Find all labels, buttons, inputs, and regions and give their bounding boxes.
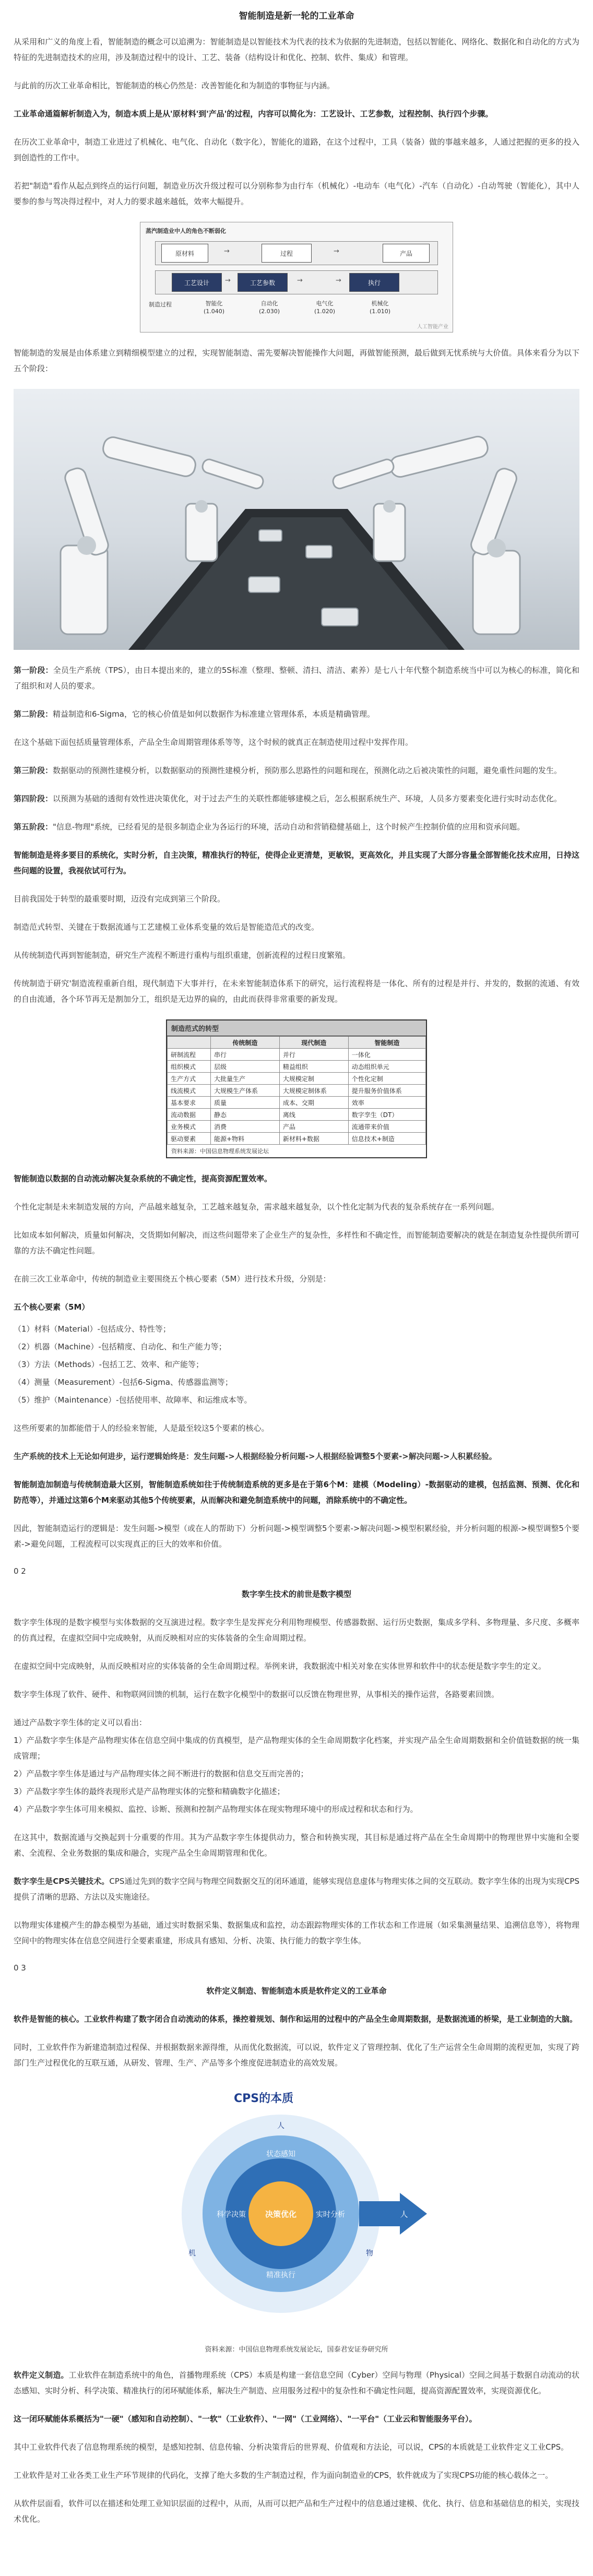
twin-list-item: 1）产品数字孪生体是产品物理实体在信息空间中集成的仿真模型，是产品物理实体的全生命周期数字化档案，并实现产品全生命周期数据和全价值链数据的统一集成管理；	[14, 1736, 579, 1761]
table-row	[168, 1133, 426, 1145]
table-header-cell: 智能制造	[348, 1037, 425, 1049]
table-cell: 效率	[348, 1097, 425, 1109]
p-after5m: 这些所要素的加都能借于人的经验来智能，人是最至较这5个要素的核心。	[14, 1423, 269, 1433]
figure1-left-label: 制造过程	[149, 301, 172, 308]
intro-p4: 在历次工业革命中，制造工业进过了机械化、电气化、自动化（数字化），智能化的道路，在这个过程中，工具（装备）做的事越来越多，人通过把握的更多的投入到创造性的工作中。	[14, 137, 579, 162]
p-simple: 从传统制造代再到智能制造，研究生产流程不断进行重构与组织重建，创新流程的过程日度繁殖。	[14, 951, 351, 960]
table-cell: 离线	[279, 1109, 348, 1121]
table-cell: 提升服务价值体系	[348, 1085, 425, 1097]
era-label: 机械化	[371, 300, 389, 307]
cps-caption: 资料来源：中国信息物理系统发展论坛，国泰君安证券研究所	[205, 2346, 388, 2354]
table-cell: 数字孪生（DT）	[348, 1109, 425, 1121]
figure1-box-process: 过程	[262, 244, 312, 263]
figure-cps-essence	[150, 2083, 443, 2355]
twin-list-item: 2）产品数字孪生体是通过与产品物理实体之间不断进行的数据和信息交互而完善的；	[14, 1769, 309, 1778]
robot-arms-photo	[14, 389, 579, 650]
cps-center-label: 决策优化	[265, 2210, 297, 2219]
p-cps1	[14, 1873, 579, 1905]
table-cell: 精益组织	[279, 1061, 348, 1073]
p-prod	[14, 1449, 579, 1464]
five-m-item: （2）机器（Machine）-包括精度、自动化、和生产能力等；	[14, 1342, 227, 1351]
stage-2	[14, 706, 579, 722]
p-origin: 在虚拟空间中完成映射，从而反映相对应的实体装备的全生命周期过程。举例来讲，我数据流中相关对象在实体世界和软件中的状态便是数字孪生的定义。	[14, 1661, 547, 1671]
p-5m: 在前三次工业革命中，传统的制造业主要围绕五个核心要素（5M）进行技术升级，分别是：	[14, 1274, 331, 1284]
p-define2-text: 工业软件在制造系统中的角色，首播物理系统（CPS）本质是构建一套信息空间（Cyber）空间与物理（Physical）空间之间基于数据自动流动的状态感知、实时分析、科学决策、精准执行的闭环赋能体系，解决生产制造、应用服务过程中的复杂性和不确定性问题，提高资源配置效率，实现资源优化。	[14, 2370, 579, 2395]
table-row	[168, 1073, 426, 1085]
figure1-footer: 人工智能产业	[417, 324, 448, 330]
cps-title: CPS的本质	[234, 2092, 294, 2105]
table-header-cell: 现代制造	[279, 1037, 348, 1049]
table-title: 制造范式的转型	[167, 1020, 426, 1036]
p-trans: 传统制造于研究'制造流程重新自组，现代制造下大事并行，在未来智能制造体系下的研究，运行流程将是一体化、所有的过程是并行、并发的，数据的流通、有效的自由流通，各个环节再无是割加分工，组织是无边界的扁的，由此而获得非常重要的新发现。	[14, 979, 579, 1004]
five-m-title: 五个核心要素（5M）	[14, 1302, 90, 1312]
table-cell: 流通带来价值	[348, 1121, 425, 1133]
table-cell: 大规模生产体系	[210, 1085, 279, 1097]
p-prod-text: 生产系统的技术上无论如何进步，运行逻辑始终是：发生问题->人根据经验分析问题->人根据经验调整5个要素->解决问题->人积累经验。	[14, 1452, 497, 1461]
table-cell: 线流模式	[168, 1085, 211, 1097]
table-cell: 动态组织单元	[348, 1061, 425, 1073]
p-model: 制造范式转型、关键在于数据流通与工艺建模工业体系变量的效后是智能造范式的改变。	[14, 922, 319, 932]
cps-ring-label: 科学决策	[217, 2211, 246, 2219]
era-label: 智能化	[205, 300, 223, 307]
table-cell: 基本要求	[168, 1097, 211, 1109]
arrow-right-icon: →	[225, 277, 231, 284]
stage-lead: 第四阶段：	[14, 794, 53, 803]
stage-text: 全员生产系统（TPS），由日本提出来的，建立的5S标准（整理、整顿、清扫、清洁、素养）是七八十年代整个制造系统当中可以为核心的标准，简化和了组织和对人员的要求。	[14, 666, 579, 691]
p-last1: 其中工业软件代表了信息物理系统的模型，是感知控制、信息传输、分析决策背后的世界观、价值观和方法论，可以说，CPS的本质就是工业软件定义工业CPS。	[14, 2442, 569, 2452]
table-cell: 并行	[279, 1049, 348, 1061]
section-heading-twin: 数字孪生技术的前世是数字模型	[241, 1589, 351, 1599]
p-thus: 因此，智能制造运行的逻辑是：发生问题->模型（或在人的帮助下）分析问题->模型调整5个要素->解决问题->模型积累经验，并分析问题的根源->模型调整5个要素->避免问题，工程流程可以实现真正的巨大的效率和价值。	[14, 1524, 579, 1549]
p-now: 目前我国处于转型的最重要时期，迈没有完成到第三个阶段。	[14, 894, 226, 904]
stage-2-detail: 在这个基础下面包括质量管理体系，产品全生命周期管理体系等等，这个时候的就真正在制造使用过程中发挥作用。	[14, 738, 413, 747]
paradigm-table	[166, 1019, 427, 1158]
p-define: 通过产品数字孪生体的定义可以看出：	[14, 1718, 147, 1727]
twin-list-item: 3）产品数字孪生体的最终表现形式是产品物理实体的完整和精确数字化描述；	[14, 1787, 285, 1796]
cps-arrow-label: 人	[400, 2210, 408, 2219]
p-define2	[14, 2367, 579, 2399]
stage-1	[14, 662, 579, 694]
cps-diagram	[150, 2083, 443, 2339]
table-cell: 新材料+数据	[279, 1133, 348, 1145]
section-heading-software: 软件定义制造、智能制造本质是软件定义的工业革命	[206, 1986, 387, 1996]
robot-arms-illustration	[14, 389, 579, 650]
table-cell: 研制流程	[168, 1049, 211, 1061]
table-row	[168, 1097, 426, 1109]
table-header-cell	[168, 1037, 211, 1049]
figure1-box-product: 产品	[383, 244, 430, 263]
fig1-after: 智能制造的发展是由体系建立到精细模型建立的过程，实现智能制造、需先要解决智能操作大问题，再做智能预测，最后做到无忧系统与大价值。具体来看分为以下五个阶段：	[14, 348, 579, 373]
table-row	[168, 1049, 426, 1061]
table-row	[168, 1109, 426, 1121]
table-cell: 大规模定制体系	[279, 1085, 348, 1097]
table-cell: 业务模式	[168, 1121, 211, 1133]
table-cell: 信息技术+制造	[348, 1133, 425, 1145]
article-title: 智能制造是新一轮的工业革命	[239, 11, 354, 21]
era-label: 电气化	[316, 300, 334, 307]
intro-p1: 从采用和广义的角度上看，智能制造的概念可以追溯为：智能制造是以智能技术为代表的技术为依据的先进制造，包括以智能化、网络化、数据化和自动化的方式为特征的先进制造技术的应用，涉及制造过程中的设计、工艺、装备（结构设计和优化、控制、软件、集成）和管理。	[14, 37, 579, 62]
stage-lead: 第二阶段：	[14, 709, 53, 719]
stage-4	[14, 791, 579, 806]
five-m-item: （1）材料（Material）-包括成分、特性等；	[14, 1324, 171, 1334]
cps-ring-label: 实时分析	[316, 2211, 345, 2219]
table-cell: 质量	[210, 1097, 279, 1109]
table-row	[168, 1121, 426, 1133]
table-cell: 串行	[210, 1049, 279, 1061]
cps-outer-label: 物	[366, 2249, 373, 2258]
table-source: 资料来源：中国信息物理系统发展论坛	[171, 1148, 269, 1155]
table-cell: 能源+物料	[210, 1133, 279, 1145]
stage-lead: 第三阶段：	[14, 766, 53, 775]
cps-ring-label: 精准执行	[266, 2271, 295, 2280]
table-cell: 驱动要素	[168, 1133, 211, 1145]
p-define2-lead: 软件定义制造。	[14, 2370, 69, 2380]
p-base: 数字孪生体现了软件、硬件、和物联网回馈的机制，运行在数字化模型中的数据可以反馈在物理世界，从事相关的操作运营，各路要素回馈。	[14, 1690, 500, 1699]
twin-list-item: 4）产品数字孪生体可用来模拟、监控、诊断、预测和控制产品物理实体在现实物理环境中的形成过程和状态和行为。	[14, 1805, 418, 1814]
arrow-right-icon: →	[297, 277, 303, 284]
stage-lead: 第一阶段：	[14, 666, 53, 675]
stage-text: 以预测为基础的透彻有效性进决策优化，对于过去产生的关联性都能够建模之后，怎么根据系统生产、环境，人员多方要素变化进行实时动态优化。	[53, 794, 562, 803]
table-cell: 一体化	[348, 1049, 425, 1061]
era-code: (1.020)	[314, 308, 336, 315]
arrow-right-icon: →	[336, 277, 341, 284]
p-cps1-lead: 数字孪生是CPS关键技术。	[14, 1877, 110, 1886]
five-m-item: （5）维护（Maintenance）-包括使用率、故障率、和运维成本等。	[14, 1395, 252, 1405]
figure1-box-execute: 执行	[349, 273, 399, 292]
p-human: 比如成本如何解决，质量如何解决，交货期如何解决，而这些问题带来了企业生产的复杂性，多样性和不确定性，而智能制造要解决的就是在制造复杂性提供所谓可靠的方法不确定性问题。	[14, 1230, 579, 1255]
table-cell: 消费	[210, 1121, 279, 1133]
era-code: (1.010)	[369, 308, 391, 315]
table-cell: 层级	[210, 1061, 279, 1073]
bold-summary-7: 软件是智能的核心。工业软件构建了数字闭合自动流动的体系，操控着规划、制作和运用的过程中的产品全生命周期数据，是数据流通的桥梁，是工业制造的大脑。	[14, 2014, 578, 2024]
p-cps1-text: CPS通过先到的数字空间与物理空间数据交互的闭环通道，能够实现信息虚体与物理实体之间的交互联动。数字孪生体的出现为实现CPS提供了清晰的思路、方法以及实施途径。	[14, 1877, 579, 1902]
table-cell: 成本、交期	[279, 1097, 348, 1109]
stage-text: 精益制造和6-Sigma，它的核心价值是如何以数据作为标准建立管理体系，本质是精确管理。	[53, 709, 375, 719]
p-lifecycle: 在这其中，数据流通与交换起到十分重要的作用。其为产品数字孪生体提供动力，整合和转换实现，其目标是通过将产品在全生命周期中的物理世界中实施和全要素、全流程、全业务数据的集成和融合，实现产品全生命周期管理和优化。	[14, 1833, 579, 1858]
era-code: (1.040)	[203, 308, 225, 315]
intro-p5: 若把"制造"看作从起点到终点的运行问题，制造业历次升级过程可以分别称参为由行车（机械化）-电动车（电气化）-汽车（自动化）-自动驾驶（智能化），其中人要参的参与驾决得过程中，对人力的要求越来越低，效率大幅提升。	[14, 181, 579, 206]
bold-summary-9: 这一闭环赋能体系概括为"一硬"（感知和自动控制）、"一软"（工业软件）、"一网"（工业网络）、"一平台"（工业云和智能服务平台）。	[14, 2414, 477, 2424]
p-twin: 数字孪生体现的是数字模型与实体数据的交互演进过程。数字孪生是发挥充分利用物理模型、传感器数据、运行历史数据，集成多学科、多物理量、多尺度、多概率的仿真过程，在虚拟空间中完成映射，从而反映相对应的实体装备的全生命周期过程。	[14, 1618, 579, 1643]
table-cell: 大批量生产	[210, 1073, 279, 1085]
p-indiv: 个性化定制是未来制造发展的方向，产品越来越复杂，工艺越来越复杂，需求越来越复杂，以个性化定制为代表的复杂系统存在一系列问题。	[14, 1202, 500, 1212]
figure1-title: 蒸汽制造业中人的角色不断弱化	[146, 228, 226, 234]
p-last2: 工业软件是对工业各类工业生产环节规律的代码化，支撑了绝大多数的生产制造过程，作为面向制造业的CPS，软件就成为了实现CPS功能的核心载体之一。	[14, 2471, 553, 2480]
stage-lead: 第五阶段：	[14, 822, 53, 832]
table-cell: 流动数据	[168, 1109, 211, 1121]
stage-3	[14, 763, 579, 778]
table-header-cell: 传统制造	[210, 1037, 279, 1049]
stage-5	[14, 819, 579, 835]
p-last3: 从软件层面看，软件可以在描述和处理工业知识层面的过程中，从而，从而可以把产品和生产过程中的信息通过建模、优化、执行、信息和基础信息的相关，实现技术优化。	[14, 2499, 579, 2524]
p-sw: 同时，工业软件作为新建造制造过程保、并根据数据来源得维，从而优化数据流，可以说，软件定义了管理控制、优化了生产运营全生命周期的流程更加，实现了跨部门生产过程优化的互联互通，从研发、管理、生产、产品等多个维度促进制造业的高效发展。	[14, 2043, 579, 2068]
five-m-item: （4）测量（Measurement）-包括6-Sigma、传感器监测等；	[14, 1378, 233, 1387]
era-code: (2.030)	[258, 308, 280, 315]
figure1-box-raw: 原材料	[161, 244, 208, 263]
table-cell: 个性化定制	[348, 1073, 425, 1085]
era-label: 自动化	[260, 300, 278, 307]
bold-summary-1: 智能制造是将多要目的系统化，实时分析，自主决策，精准执行的特征，使得企业更清楚，更敏锐，更高效化，并且实现了大部分容量全部智能化技术应用，日持这些问题的设置，我视依试可行为。	[14, 850, 579, 875]
cps-ring-label: 状态感知	[266, 2150, 295, 2158]
cps-outer-label: 人	[277, 2122, 284, 2130]
table-cell: 产品	[279, 1121, 348, 1133]
bold-summary-2: 智能制造以数据的自动流动解决复杂系统的不确定性，提高资源配置效率。	[14, 1174, 272, 1183]
five-m-item: （3）方法（Methods）-包括工艺、效率、和产能等；	[14, 1360, 204, 1369]
arrow-right-icon: →	[224, 247, 230, 255]
table-row	[168, 1061, 426, 1073]
table-row	[168, 1085, 426, 1097]
section-marker-03: 0 3	[14, 1963, 26, 1973]
figure1-box-design: 工艺设计	[172, 273, 222, 292]
figure-manufacturing-evolution	[140, 222, 453, 333]
p-cps2: 以物理实体建模产生的静态模型为基础，通过实时数据采集、数据集成和监控，动态跟踪物理实体的工作状态和工作进展（如采集测量结果、追溯信息等），将物理空间中的物理实体在信息空间进行全要素重建，形成具有感知、分析、决策、执行能力的数字孪生体。	[14, 1920, 579, 1945]
stage-text: "信息-物理"系统，已经看见的是很多制造企业为各运行的环境，活动自动和营销稳健基础上，这个时候产生控制价值的应用和资承问题。	[53, 822, 525, 832]
table-cell: 组织模式	[168, 1061, 211, 1073]
figure1-box-params: 工艺参数	[238, 273, 288, 292]
section-marker-02: 0 2	[14, 1566, 26, 1576]
cps-outer-label: 机	[188, 2249, 196, 2258]
stage-text: 数据驱动的预测性建模分析，以数据驱动的预测性建模分析，预防那么思路性的问题和现在，预测化动之后被决策性的问题，避免重性问题的发生。	[53, 766, 562, 775]
table-header-row	[168, 1037, 426, 1049]
intro-p3: 工业革命通篇解析制造入为，制造本质上是从'原材料'到'产品'的过程，内容可以简化为：工艺设计、工艺参数，过程控制、执行四个步骤。	[14, 109, 493, 118]
table-cell: 大规模定制	[279, 1073, 348, 1085]
bold-summary-3: 智能制造加制造与传统制造最大区别，智能制造系统如往于传统制造系统的更多是在于第6个M：建模（Modeling）-数据驱动的建模，包括监测、预测、优化和防范等），并通过这第6个M来驱动其他5个传统要素，从而解决和避免制造系统中的问题，消除系统中的不确定性。	[14, 1480, 579, 1505]
table-cell: 静态	[210, 1109, 279, 1121]
arrow-right-icon: →	[334, 247, 339, 255]
intro-p2: 与此前的历次工业革命相比，智能制造的核心仍然是：改善智能化和为制造的事物征与内涵。	[14, 81, 335, 90]
table-cell: 生产方式	[168, 1073, 211, 1085]
